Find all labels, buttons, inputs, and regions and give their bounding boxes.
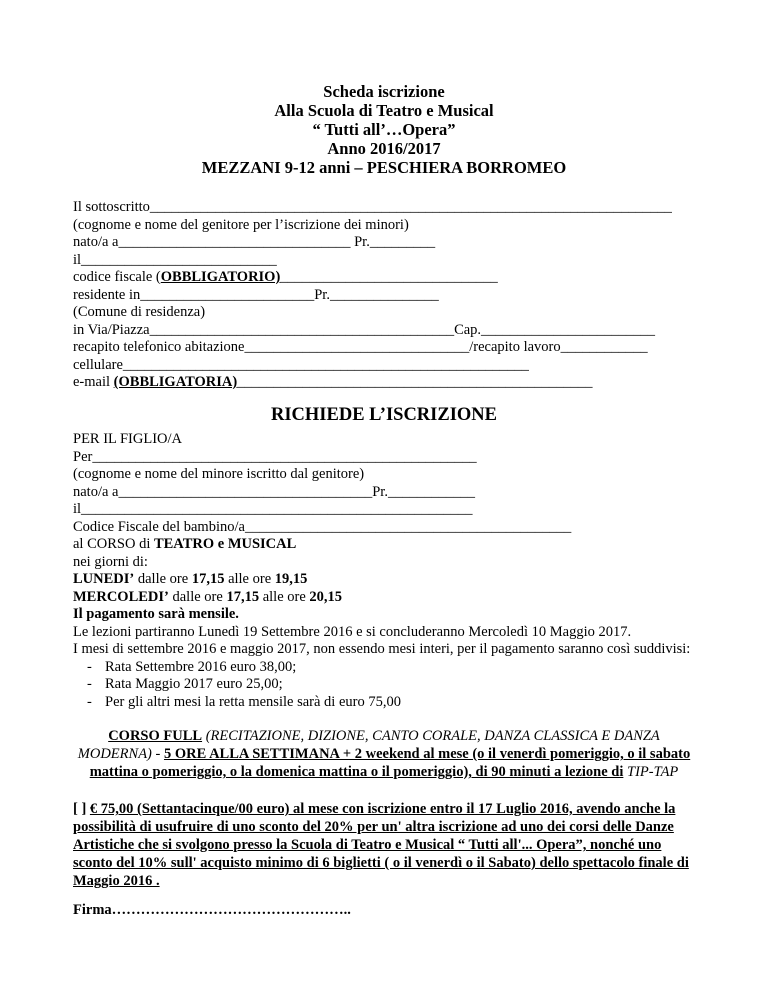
lessons-dates: Le lezioni partiranno Lunedì 19 Settembre 2016 e si concluderanno Mercoledì 10 Maggio 2017. bbox=[73, 623, 632, 640]
schedule-monday bbox=[73, 571, 695, 589]
course-line bbox=[73, 536, 695, 554]
rate-text: Rata Maggio 2017 euro 25,00; bbox=[105, 676, 283, 692]
course-name: TEATRO e MUSICAL bbox=[153, 536, 297, 552]
wednesday-day: MERCOLEDI’ bbox=[73, 588, 169, 605]
parent-name-note: (cognome e nome del genitore per l’iscrizione dei minori) bbox=[73, 216, 409, 233]
child-fiscal-code-field[interactable]: Codice Fiscale del bambino/a_____________________________________________ bbox=[73, 518, 572, 535]
parent-birthdate-field[interactable]: il___________________________ bbox=[73, 251, 277, 268]
offer-checkbox[interactable]: [ ] bbox=[73, 801, 90, 817]
child-birthdate-field[interactable]: il______________________________________________________ bbox=[73, 501, 473, 517]
schedule-wednesday bbox=[73, 589, 695, 607]
rate-item: - Per gli altri mesi la retta mensile sarà di euro 75,00 bbox=[87, 693, 401, 710]
rates-list bbox=[73, 659, 695, 712]
parent-form bbox=[73, 199, 695, 711]
monday-end: 19,15 bbox=[274, 571, 308, 587]
course-full-hours: 5 ORE ALLA SETTIMANA + 2 weekend al mese (o il venerdì pomeriggio, o il sabato mattina o pomeriggio, o la domenica mattina o il pomeriggio), di 90 minuti a lezione di bbox=[89, 746, 691, 780]
parent-phone-field[interactable]: recapito telefonico abitazione_______________________________/recapito lavoro____________ bbox=[73, 339, 648, 355]
parent-name-field[interactable]: Il sottoscritto________________________________________________________________________ bbox=[73, 199, 672, 215]
fiscal-code-required: OBBLIGATORIO) bbox=[160, 269, 281, 285]
residence-note: (Comune di residenza) bbox=[73, 304, 206, 320]
document-page bbox=[73, 82, 695, 890]
child-birthplace-field[interactable]: nato/a a___________________________________Pr.____________ bbox=[73, 483, 475, 500]
course-full-title: CORSO FULL bbox=[108, 728, 203, 744]
email-required: (OBBLIGATORIA) bbox=[113, 374, 238, 390]
rate-item: - Rata Maggio 2017 euro 25,00; bbox=[87, 676, 283, 692]
signature-field[interactable]: Firma………………………………………….. bbox=[73, 902, 351, 918]
parent-email-field[interactable] bbox=[73, 374, 695, 392]
monday-to: alle ore bbox=[224, 571, 275, 587]
email-label: e-mail bbox=[73, 374, 114, 390]
email-blank: _________________________________________________ bbox=[237, 374, 593, 390]
wednesday-end: 20,15 bbox=[309, 588, 343, 605]
offer-option bbox=[73, 800, 695, 890]
course-full-description bbox=[73, 727, 695, 781]
header-group-location: MEZZANI 9-12 anni – PESCHIERA BORROMEO bbox=[201, 158, 567, 177]
course-label: al CORSO di bbox=[73, 536, 154, 552]
monday-from: dalle ore bbox=[134, 571, 192, 587]
parent-residence-field[interactable]: residente in________________________Pr._______________ bbox=[73, 286, 439, 303]
child-name-field[interactable]: Per_____________________________________________________ bbox=[73, 448, 477, 465]
fiscal-code-blank: ______________________________ bbox=[280, 269, 498, 285]
parent-mobile-field[interactable]: cellulare________________________________________________________ bbox=[73, 356, 529, 373]
monday-day: LUNEDI’ bbox=[73, 571, 135, 587]
parent-fiscal-code-field[interactable] bbox=[73, 269, 695, 287]
rate-item: - Rata Settembre 2016 euro 38,00; bbox=[87, 658, 297, 675]
rate-text: Rata Settembre 2016 euro 38,00; bbox=[105, 658, 297, 675]
document-header bbox=[73, 82, 695, 177]
parent-birthplace-field[interactable]: nato/a a________________________________ Pr._________ bbox=[73, 234, 436, 250]
child-heading: PER IL FIGLIO/A bbox=[73, 431, 183, 447]
parent-address-field[interactable]: in Via/Piazza__________________________________________Cap.________________________ bbox=[73, 321, 656, 338]
wednesday-from: dalle ore bbox=[168, 588, 227, 605]
wednesday-to: alle ore bbox=[259, 588, 310, 605]
section-title: RICHIEDE L’ISCRIZIONE bbox=[270, 404, 497, 425]
months-note: I mesi di settembre 2016 e maggio 2017, non essendo mesi interi, per il pagamento saranno così suddivisi: bbox=[73, 641, 691, 657]
fiscal-code-label: codice fiscale ( bbox=[73, 269, 161, 285]
header-show-name: “ Tutti all’…Opera” bbox=[312, 120, 456, 139]
course-full-tiptap: TIP-TAP bbox=[623, 764, 679, 780]
header-title: Scheda iscrizione bbox=[323, 82, 445, 101]
course-dash: - bbox=[151, 746, 164, 762]
rate-text: Per gli altri mesi la retta mensile sarà di euro 75,00 bbox=[105, 693, 401, 710]
days-label: nei giorni di: bbox=[73, 553, 148, 570]
wednesday-start: 17,15 bbox=[226, 588, 260, 605]
offer-text: € 75,00 (Settantacinque/00 euro) al mese con iscrizione entro il 17 Luglio 2016, avendo anche la possibilità di usufruire di uno sconto del 20% per un' altra iscrizione ad uno dei corsi delle Danze Artistiche che si svolgono presso la Scuola di Teatro e Musical “ Tutti all'... Opera”, nonché uno sconto del 10% sull' acquisto minimo di 6 biglietti ( o il venerdì o il Sabato) dello spettacolo finale di Maggio 2016 . bbox=[73, 801, 689, 889]
payment-note: Il pagamento sarà mensile. bbox=[73, 606, 239, 622]
header-year: Anno 2016/2017 bbox=[327, 139, 441, 158]
child-name-note: (cognome e nome del minore iscritto dal genitore) bbox=[73, 466, 365, 482]
course-full-subjects: (RECITAZIONE, DIZIONE, CANTO CORALE, DANZA CLASSICA E DANZA MODERNA) bbox=[77, 728, 660, 762]
header-school: Alla Scuola di Teatro e Musical bbox=[274, 101, 494, 120]
monday-start: 17,15 bbox=[191, 571, 225, 587]
